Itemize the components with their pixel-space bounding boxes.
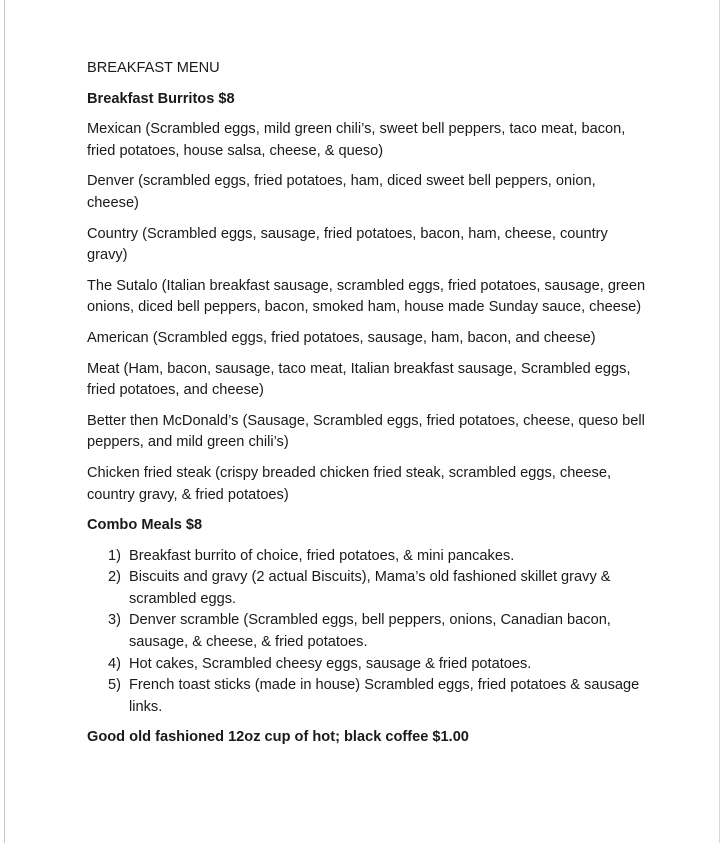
combo-heading: Combo Meals $8 (87, 517, 203, 534)
burritos-heading: Breakfast Burritos $8 (87, 90, 235, 107)
combo-text: Denver scramble (Scrambled eggs, bell peppers, onions, Canadian bacon, sausage, & cheese, & fried potatoes. (129, 612, 611, 651)
menu-document (87, 58, 647, 749)
combo-item (87, 675, 647, 718)
combo-number: 5) (108, 677, 121, 694)
menu-title: BREAKFAST MENU (87, 60, 220, 76)
burrito-item-denver: Denver (scrambled eggs, fried potatoes, ham, diced sweet bell peppers, onion, cheese) (87, 173, 596, 211)
burrito-item-sutalo: The Sutalo (Italian breakfast sausage, scrambled eggs, fried potatoes, sausage, green onions, diced bell peppers, bacon, smoked ham, house made Sunday sauce, cheese) (87, 277, 646, 316)
coffee-line: Good old fashioned 12oz cup of hot; black coffee $1.00 (87, 729, 469, 746)
combo-item (87, 654, 647, 676)
burrito-item-better-then-mcdonalds: Better then McDonald’s (Sausage, Scrambled eggs, fried potatoes, cheese, queso bell peppers, and mild green chili’s) (87, 412, 645, 451)
page-edge-left (4, 0, 5, 843)
combo-number: 4) (108, 655, 121, 672)
burrito-item-mexican: Mexican (Scrambled eggs, mild green chili’s, sweet bell peppers, taco meat, bacon, fried potatoes, house salsa, cheese, & queso) (87, 121, 626, 159)
combo-text: Hot cakes, Scrambled cheesy eggs, sausage & fried potatoes. (129, 655, 532, 672)
combo-text: French toast sticks (made in house) Scrambled eggs, fried potatoes & sausage links. (129, 677, 640, 715)
combo-number: 3) (108, 612, 121, 629)
combo-text: Breakfast burrito of choice, fried potatoes, & mini pancakes. (129, 547, 515, 564)
burrito-item-chicken-fried-steak: Chicken fried steak (crispy breaded chicken fried steak, scrambled eggs, cheese, country gravy, & fried potatoes) (87, 464, 612, 503)
combo-number: 2) (108, 569, 121, 586)
combo-number: 1) (108, 547, 121, 564)
combo-item (87, 610, 647, 653)
combo-list (87, 546, 647, 719)
combo-text: Biscuits and gravy (2 actual Biscuits), Mama’s old fashioned skillet gravy & scrambled eggs. (129, 569, 611, 607)
burrito-item-country: Country (Scrambled eggs, sausage, fried potatoes, bacon, ham, cheese, country gravy) (87, 225, 608, 264)
combo-item (87, 546, 647, 568)
burrito-item-meat: Meat (Ham, bacon, sausage, taco meat, Italian breakfast sausage, Scrambled eggs, fried potatoes, and cheese) (87, 360, 631, 399)
burrito-item-american: American (Scrambled eggs, fried potatoes, sausage, ham, bacon, and cheese) (87, 329, 596, 346)
combo-item (87, 567, 647, 610)
